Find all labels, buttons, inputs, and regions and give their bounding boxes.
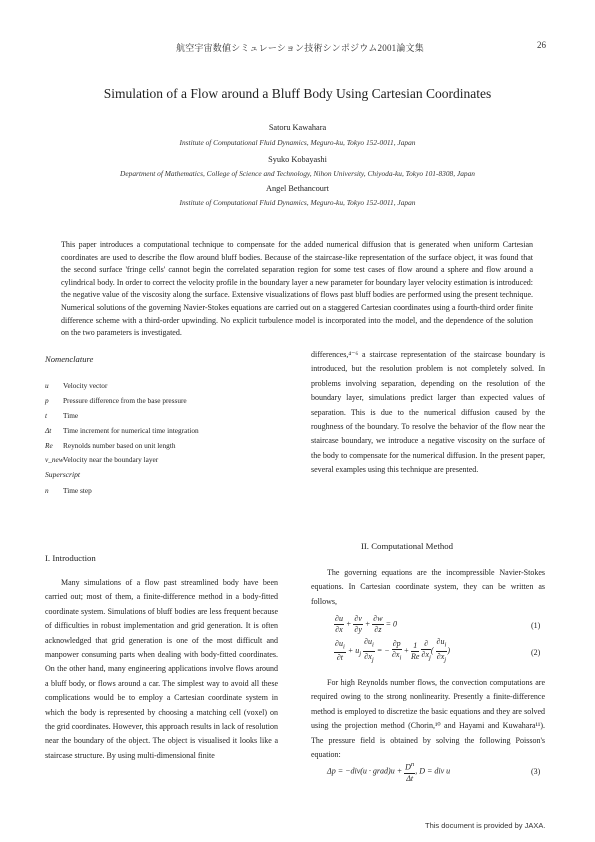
- equation-fraction: $\frac{\partial p}{\partial x_i}$: [391, 638, 402, 662]
- running-head: 航空宇宙数値シミュレーション技術シンポジウム2001論文集: [176, 43, 424, 53]
- paragraph: Many simulations of a flow past streamlined body have been carried out; most of them, a finite-difference method in a body-fitted coordinate system. Simulations of bluff bodies are less frequent because of difficulties in robust implementation and grid generation. It is often acknowledged that grid generation is one of the most difficult and manpower consuming parts when dealing with body-fitted coordinates. On the other hand, many engineering applications involve flows around a bluff body, or flows around a car. The simplest way to avoid all these complications would be to employ a Cartesian coordinate system in which the body is represented by choosing a matching cell (voxel) on the grid coordinates. However, this approach results in lack of resolution near the boundary of the object. The object is visualised it looks like a staircase structure. By using multi-dimensional finite: [45, 578, 278, 760]
- nomenclature-item: [45, 441, 175, 450]
- nomenclature-symbol: Re: [45, 441, 53, 450]
- nomenclature-symbol: Δt: [45, 426, 52, 435]
- author-affiliation: Institute of Computational Fluid Dynamics, Meguro-ku, Tokyo 152-0011, Japan: [179, 198, 416, 207]
- nomenclature-text: Time increment for numerical time integration: [63, 426, 199, 435]
- nomenclature-item: [45, 411, 78, 420]
- page-number: 26: [537, 40, 546, 50]
- equation-fraction: $\frac{\partial u_i}{\partial t}$: [335, 638, 345, 663]
- nomenclature-item: [45, 381, 107, 390]
- nomenclature-symbol: n: [45, 486, 49, 495]
- method-text: [311, 566, 545, 609]
- equation-fraction: $\frac{\partial}{\partial x_j}$: [421, 638, 431, 662]
- nomenclature-symbol: u: [45, 381, 49, 390]
- introduction-text: [45, 576, 278, 763]
- author-affiliation: Department of Mathematics, College of Science and Technology, Nihon University, Chiyoda-ku, Tokyo 101-8308, Japan: [120, 169, 475, 178]
- nomenclature-symbol: ν_new: [45, 455, 64, 464]
- author-name: Syuko Kobayashi: [268, 155, 327, 164]
- equation-1: $\frac{\partial u}{\partial x}$ + $\frac{\partial v}{\partial y}$ + $\frac{\partial w}{\partial z}$ = 0: [335, 614, 397, 634]
- nomenclature-text: Reynolds number based on unit length: [63, 441, 176, 450]
- equation-2: $\frac{\partial u_i}{\partial t}$ + $u_j$ $\frac{\partial u_i}{\partial x_j}$ = − $\frac{\partial p}{\partial x_i}$ + $\frac{1}{Re}$ $\frac{\partial}{\partial x_j}$ ( $\frac{\partial u_i}{\partial x_j}$ ): [335, 637, 451, 664]
- author-name: Angel Bethancourt: [266, 184, 329, 193]
- author-affiliation: Institute of Computational Fluid Dynamics, Meguro-ku, Tokyo 152-0011, Japan: [179, 138, 416, 147]
- equation-fraction: $\frac{D^n}{\Delta t}$: [405, 761, 415, 783]
- equation-fraction: $\frac{\partial u_i}{\partial x_j}$: [436, 637, 447, 664]
- equation-number: (1): [531, 621, 541, 630]
- paragraph: The governing equations are the incompressible Navier-Stokes equations. In Cartesian coordinate system, they can be written as follows,: [311, 568, 545, 606]
- method-text-2: [311, 676, 545, 762]
- equation-number: (3): [531, 767, 541, 776]
- nomenclature-item: [45, 455, 158, 464]
- equation-fraction: $\frac{\partial u_i}{\partial x_j}$: [364, 637, 374, 664]
- nomenclature-text: Velocity vector: [63, 381, 108, 390]
- nomenclature-item: [45, 486, 92, 495]
- footer-notice: This document is provided by JAXA.: [425, 821, 546, 830]
- nomenclature-heading: Nomenclature: [45, 354, 94, 364]
- section-heading-method: II. Computational Method: [360, 541, 454, 551]
- nomenclature-text: Time step: [63, 486, 92, 495]
- nomenclature-text: Time: [63, 411, 79, 420]
- right-column-intro-text: [311, 348, 545, 478]
- author-name: Satoru Kawahara: [268, 123, 327, 132]
- abstract: This paper introduces a computational technique to compensate for the added numerical diffusion that is generated when uniform Cartesian coordinates are used to describe the flow around bluff bodies. Because of the staircase-like representation of the surface object, it was found that the second surface 'fringe cells' cannot begin the correlated separation region for some test cases of flow around a sphere and flow around a cylindrical body. In order to correct the velocity profile in the boundary layer a new parameter for boundary layer velocity estimation is introduced: the negative value of the viscosity along the surface. Extensive visualizations of flows past bluff bodies are performed using the present technique. Numerical solutions of the governing Navier-Stokes equations are carried out on a staggered Cartesian coordinates using a fourth-third order finite difference scheme with a third-order upwinding. No explicit turbulence model is incorporated into the model, and the dependence of the solution on the two parameters is investigated.: [61, 240, 533, 338]
- nomenclature-text: Pressure difference from the base pressure: [63, 396, 187, 405]
- paper-title: Simulation of a Flow around a Bluff Body Using Cartesian Coordinates: [103, 86, 492, 101]
- equation-number: (2): [531, 648, 541, 657]
- equation-fraction: $\frac{1}{Re}$: [411, 640, 420, 661]
- equation-3: Δp = −div(u · grad)u + $\frac{D^n}{\Delta t}$ , D = div u: [327, 761, 451, 783]
- nomenclature-item: [45, 396, 187, 405]
- section-heading-introduction: I. Introduction: [45, 553, 96, 563]
- equation-fraction: $\frac{\partial v}{\partial y}$: [354, 614, 362, 634]
- paragraph: For high Reynolds number flows, the convection computations are required owing to the strong nonlinearity. Presently a finite-difference method is employed to discretize the basic equations and they are solved using the projection method (Chorin,¹⁰ and Hayami and Kuwahara¹¹). The pressure field is obtained by solving the following Poisson's equation:: [311, 678, 545, 760]
- superscript-heading: Superscript: [45, 470, 81, 479]
- equation-fraction: $\frac{\partial w}{\partial z}$: [373, 614, 383, 634]
- nomenclature-symbol: t: [45, 411, 48, 420]
- paragraph: differences,⁴⁻⁶ a staircase representation of the staircase boundary is introduced, but the resolution problem is not completely solved. In problems involving separation, depending on the resolution of the boundary layer, simulations predict larger than expected values of separation. This is due to the numerical diffusion caused by the roughness of the boundary. To resolve the behavior of the flow near the staircase boundary, we introduce a negative viscosity on the surface of the body to compensate for the numerical diffusion. In the present paper, several examples using this technique are presented.: [311, 350, 545, 475]
- nomenclature-text: Velocity near the boundary layer: [63, 455, 159, 464]
- nomenclature-item: [45, 426, 199, 435]
- nomenclature-symbol: p: [45, 396, 49, 405]
- equation-fraction: $\frac{\partial u}{\partial x}$: [335, 614, 343, 634]
